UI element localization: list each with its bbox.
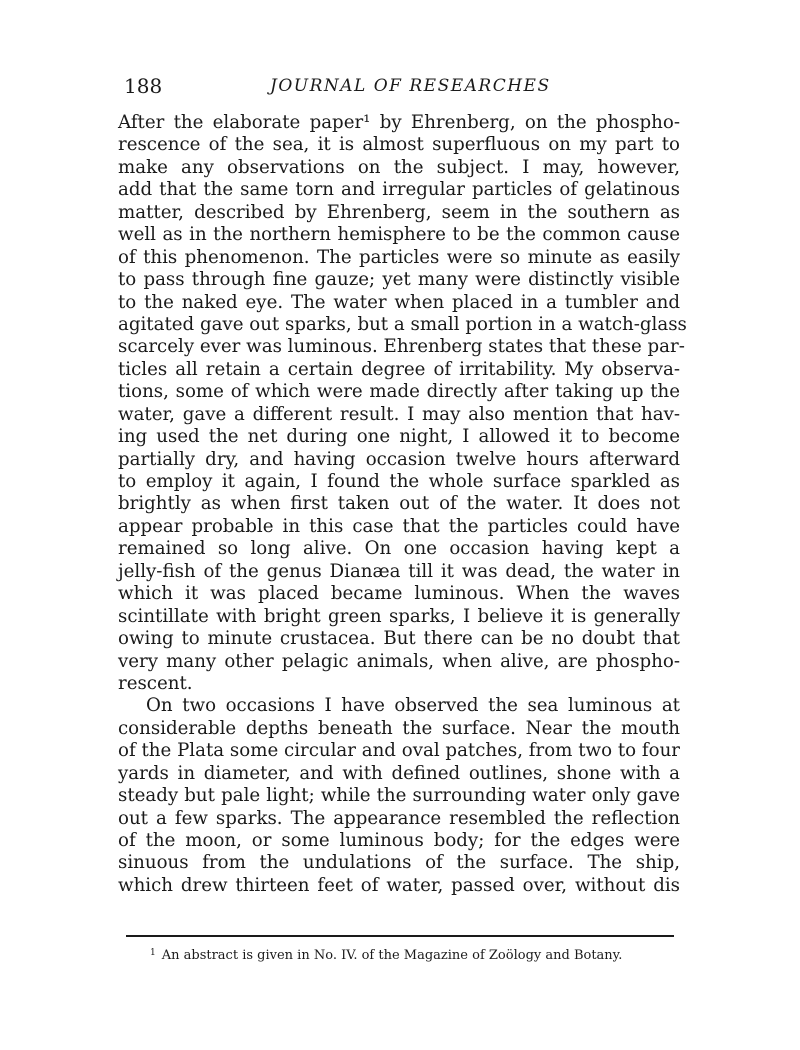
text-line: make any observations on the subject. I may, however, [118, 156, 680, 178]
text-line: owing to minute crustacea. But there can be no doubt that [118, 628, 680, 650]
text-line: matter, described by Ehrenberg, seem in the southern as [118, 201, 680, 223]
text-line: of this phenomenon. The particles were so minute as easily [118, 246, 680, 268]
text-line: appear probable in this case that the particles could have [118, 515, 680, 537]
body-text [118, 112, 687, 897]
text-line: rescent. [118, 672, 193, 694]
running-title: JOURNAL OF RESEARCHES [270, 76, 551, 96]
footnote-text: An abstract is given in No. IV. of the Magazine of Zoölogy and Botany. [161, 948, 623, 963]
paragraph-2 [118, 695, 680, 897]
text-line: well as in the northern hemisphere to be the common cause [118, 224, 680, 246]
text-line: ing used the net during one night, I allowed it to become [118, 426, 680, 448]
text-line: ticles all retain a certain degree of irritability. My observa- [118, 358, 680, 380]
footnote-divider [126, 935, 674, 937]
text-line: jelly-fish of the genus Dianæa till it was dead, the water in [118, 560, 680, 582]
paragraph-1 [118, 112, 687, 695]
footnote [150, 948, 622, 963]
page-header [124, 74, 684, 104]
text-line: to employ it again, I found the whole surface sparkled as [118, 471, 680, 492]
text-line: of the Plata some circular and oval patches, from two to four [118, 740, 680, 762]
text-line: of the moon, or some luminous body; for the edges were [118, 830, 680, 851]
text-line: yards in diameter, and with defined outlines, shone with a [118, 762, 680, 784]
text-line: which it was placed became luminous. When the waves [118, 583, 680, 605]
text-line: agitated gave out sparks, but a small portion in a watch-glass [118, 313, 687, 335]
page-number: 188 [124, 74, 163, 98]
text-line: On two occasions I have observed the sea luminous at [146, 695, 680, 717]
text-line: considerable depths beneath the surface. Near the mouth [118, 717, 680, 739]
text-line: add that the same torn and irregular particles of gelatinous [118, 179, 680, 201]
text-line: to the naked eye. The water when placed in a tumbler and [118, 291, 680, 313]
text-line: to pass through fine gauze; yet many were distinctly visible [118, 269, 680, 291]
text-line: remained so long alive. On one occasion having kept a [118, 538, 680, 560]
text-line: sinuous from the undulations of the surface. The ship, [118, 852, 680, 874]
text-line: scarcely ever was luminous. Ehrenberg states that these par- [118, 336, 685, 358]
footnote-marker: 1 [150, 948, 156, 958]
text-line: brightly as when first taken out of the water. It does not [118, 493, 680, 515]
text-line: partially dry, and having occasion twelve hours afterward [118, 448, 680, 470]
text-line: very many other pelagic animals, when alive, are phospho- [118, 650, 680, 672]
text-line: which drew thirteen feet of water, passed over, without dis [118, 874, 680, 896]
text-line: After the elaborate paper¹ by Ehrenberg, on the phospho- [118, 112, 680, 133]
text-line: steady but pale light; while the surrounding water only gave [118, 785, 680, 807]
text-line: out a few sparks. The appearance resembled the reflection [118, 807, 680, 829]
text-line: water, gave a different result. I may also mention that hav- [118, 403, 680, 425]
text-line: tions, some of which were made directly after taking up the [118, 381, 680, 403]
text-line: scintillate with bright green sparks, I believe it is generally [118, 605, 680, 627]
text-line: rescence of the sea, it is almost superfluous on my part to [118, 134, 680, 156]
